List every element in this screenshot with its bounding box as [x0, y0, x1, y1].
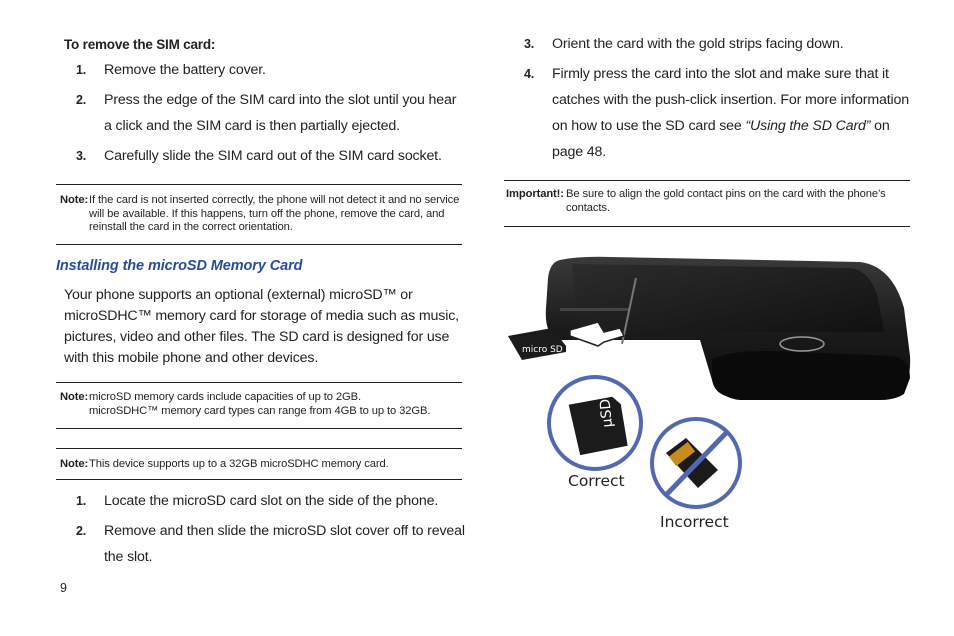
note-card-orientation	[56, 184, 462, 245]
list-item	[56, 488, 466, 514]
note-label: Note:	[60, 391, 89, 403]
step-text: Orient the card with the gold strips facing down.	[552, 36, 844, 52]
step-number: 1.	[76, 494, 87, 508]
important-text: Be sure to align the gold contact pins on the card with the phone’s contacts.	[566, 188, 886, 214]
important-note	[504, 180, 910, 227]
step-text-part: Firmly press the card into the slot and make sure that it catches with the push-click insertion. For more information on how to use the SD card see	[552, 66, 910, 134]
note-capacities	[56, 382, 462, 429]
correct-orientation-circle	[549, 377, 641, 469]
step-text	[552, 66, 909, 160]
step-number: 2.	[76, 524, 87, 538]
step-text: Remove and then slide the microSD slot cover off to reveal the slot.	[104, 523, 465, 565]
list-item	[56, 518, 466, 570]
figure-illustration	[500, 248, 914, 538]
step-text: Locate the microSD card slot on the side of the phone.	[104, 493, 439, 509]
sim-removal-steps	[56, 57, 466, 169]
incorrect-orientation-circle	[652, 419, 740, 507]
note-line: microSD memory cards include capacities of up to 2GB.	[89, 391, 362, 403]
note-max-capacity	[56, 448, 462, 480]
step-number: 3.	[524, 37, 535, 51]
important-label: Important!:	[506, 188, 564, 200]
sd-install-steps	[56, 488, 466, 570]
step-number: 1.	[76, 63, 87, 77]
page-number: 9	[60, 581, 67, 595]
step-text-part: on page 48.	[552, 118, 890, 160]
step-text: Press the edge of the SIM card into the slot until you hear a click and the SIM card is then partially ejected.	[104, 92, 457, 134]
note-text	[89, 391, 461, 418]
list-item	[56, 143, 466, 169]
step-text: Remove the battery cover.	[104, 62, 266, 78]
svg-text:μSD: μSD	[597, 398, 616, 428]
note-label: Note:	[60, 458, 89, 470]
list-item	[56, 57, 466, 83]
correct-label: Correct	[568, 472, 625, 490]
note-text: If the card is not inserted correctly, the phone will not detect it and no service will be available. If this happens, turn off the phone, remove the card, and reinstall the card in the correct orientation.	[89, 194, 460, 234]
card-logo-text: micro SD	[522, 345, 563, 355]
step-number: 4.	[524, 67, 535, 81]
step-number: 3.	[76, 149, 87, 163]
note-line: microSDHC™ memory card types can range from 4GB to up to 32GB.	[89, 404, 431, 417]
list-item	[504, 31, 910, 57]
cross-reference-link: “Using the SD Card”	[745, 118, 871, 134]
intro-paragraph: Your phone supports an optional (external) microSD™ or microSDHC™ memory card for storage of media such as music, pictures, video and other files. The SD card is designed for use with this mobile phone and other devices.	[64, 287, 459, 366]
incorrect-label: Incorrect	[660, 513, 729, 531]
section-title: Installing the microSD Memory Card	[56, 258, 303, 274]
microsd-insertion-figure	[500, 248, 914, 538]
list-item	[504, 61, 910, 165]
step-number: 2.	[76, 93, 87, 107]
note-label: Note:	[60, 194, 89, 206]
sd-install-steps-continued	[504, 31, 910, 165]
step-text: Carefully slide the SIM card out of the SIM card socket.	[104, 148, 442, 164]
list-item	[56, 87, 466, 139]
sim-removal-heading: To remove the SIM card:	[64, 37, 216, 52]
note-text: This device supports up to a 32GB microSDHC memory card.	[89, 458, 389, 470]
